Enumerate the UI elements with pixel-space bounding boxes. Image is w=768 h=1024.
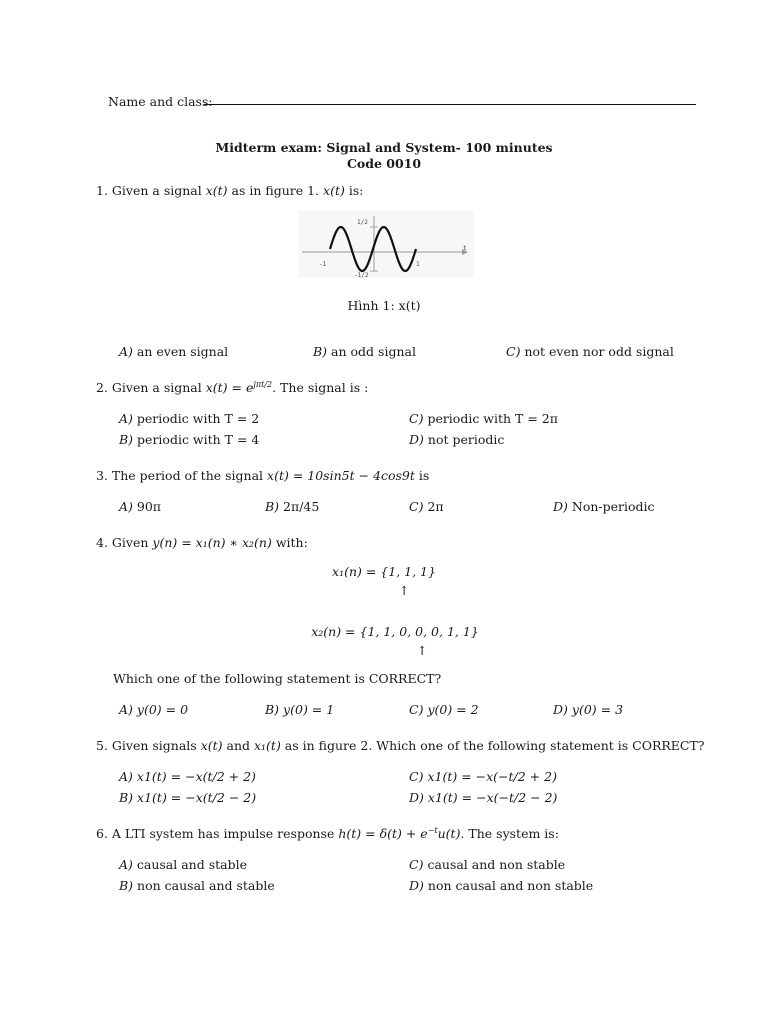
question-3-stem: 3. The period of the signal x(t) = 10sin5t − 4cos9t is bbox=[96, 468, 430, 483]
q6-option-c[interactable]: C) causal and non stable bbox=[409, 857, 566, 872]
q1-option-c[interactable]: C) not even nor odd signal bbox=[506, 344, 674, 359]
q3-option-b[interactable]: B) 2π/45 bbox=[265, 499, 320, 514]
q5-option-b[interactable]: B) x1(t) = −x(t/2 − 2) bbox=[119, 790, 257, 805]
figure-1-caption: Hình 1: x(t) bbox=[347, 298, 421, 313]
q4-option-c[interactable]: C) y(0) = 2 bbox=[409, 702, 479, 717]
q5-option-d[interactable]: D) x1(t) = −x(−t/2 − 2) bbox=[409, 790, 558, 805]
label-one: 1 bbox=[416, 261, 420, 268]
question-4-subquestion: Which one of the following statement is CORRECT? bbox=[113, 671, 442, 686]
q3-option-d[interactable]: D) Non-periodic bbox=[553, 499, 655, 514]
q1-option-b[interactable]: B) an odd signal bbox=[313, 344, 416, 359]
q1-option-a[interactable]: A) an even signal bbox=[119, 344, 229, 359]
name-class-label: Name and class: bbox=[108, 94, 213, 109]
q6-option-b[interactable]: B) non causal and stable bbox=[119, 878, 275, 893]
question-1-stem: 1. Given a signal x(t) as in figure 1. x(t) is: bbox=[96, 183, 364, 198]
label-t: t bbox=[463, 245, 467, 252]
q2-option-d[interactable]: D) not periodic bbox=[409, 432, 505, 447]
q3-option-c[interactable]: C) 2π bbox=[409, 499, 444, 514]
q6-option-a[interactable]: A) causal and stable bbox=[119, 857, 247, 872]
q2-option-a[interactable]: A) periodic with T = 2 bbox=[119, 411, 260, 426]
q3-option-a[interactable]: A) 90π bbox=[119, 499, 162, 514]
label-half: 1/2 bbox=[357, 219, 368, 226]
exam-code: Code 0010 bbox=[346, 156, 422, 171]
question-2-stem: 2. Given a signal $x(t) = e^{j\pi t/2}$. The signal is : bbox=[96, 380, 369, 396]
question-6-stem: 6. A LTI system has impulse response $h(t) = \delta(t) + e^{-t}u(t)$. The system is: bbox=[96, 826, 559, 842]
label-minus-half: -1/2 bbox=[354, 272, 369, 278]
q2-option-c[interactable]: C) periodic with T = 2π bbox=[409, 411, 558, 426]
q2-option-b[interactable]: B) periodic with T = 4 bbox=[119, 432, 260, 447]
q5-option-a[interactable]: A) x1(t) = −x(t/2 + 2) bbox=[119, 769, 256, 784]
exam-title: Midterm exam: Signal and System- 100 minutes bbox=[215, 140, 553, 155]
x2-origin-arrow: ↑ bbox=[417, 643, 428, 658]
question-5-stem: 5. Given signals x(t) and x₁(t) as in figure 2. Which one of the following statement is CORRECT? bbox=[96, 738, 705, 753]
q4-option-d[interactable]: D) y(0) = 3 bbox=[553, 702, 624, 717]
question-4-stem: 4. Given y(n) = x₁(n) ∗ x₂(n) with: bbox=[96, 535, 308, 550]
q6-option-d[interactable]: D) non causal and non stable bbox=[409, 878, 594, 893]
name-class-blank-line bbox=[204, 104, 696, 105]
label-minus-one: -1 bbox=[319, 261, 327, 268]
x1-origin-arrow: ↑ bbox=[399, 583, 410, 598]
q5-option-c[interactable]: C) x1(t) = −x(−t/2 + 2) bbox=[409, 769, 557, 784]
q4-option-b[interactable]: B) y(0) = 1 bbox=[265, 702, 335, 717]
q4-option-a[interactable]: A) y(0) = 0 bbox=[119, 702, 189, 717]
x1-sequence: x₁(n) = {1, 1, 1} bbox=[332, 564, 436, 579]
x2-sequence: x₂(n) = {1, 1, 0, 0, 0, 1, 1} bbox=[311, 624, 479, 639]
figure-1-sine-plot bbox=[298, 210, 474, 278]
